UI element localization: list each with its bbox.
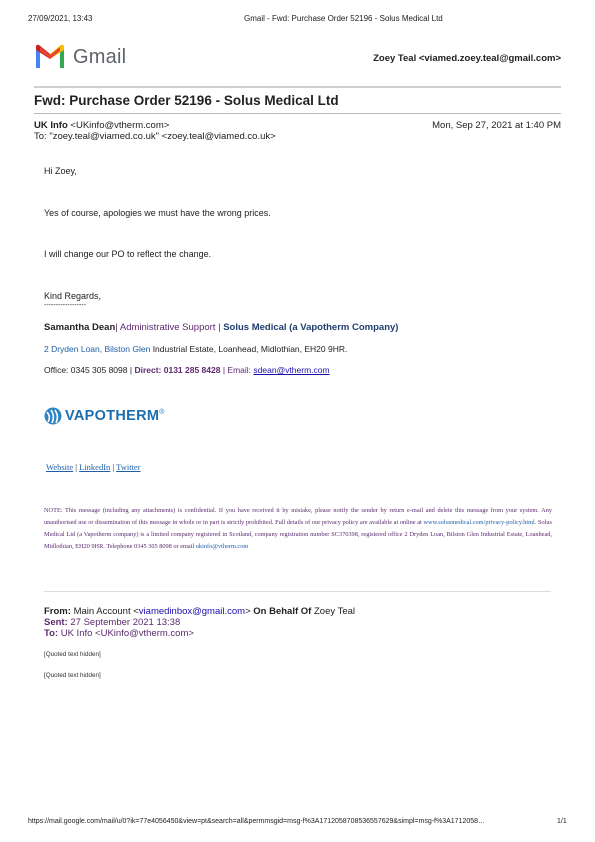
twitter-link[interactable]: Twitter <box>116 462 141 472</box>
quoted-text-hidden-2[interactable]: [Quoted text hidden] <box>44 672 101 679</box>
body-line-2: I will change our PO to reflect the change. <box>44 249 212 259</box>
address-link[interactable]: 2 Dryden Loan, Bilston Glen <box>44 344 151 354</box>
linkedin-link[interactable]: LinkedIn <box>79 462 111 472</box>
notice-text-1: NOTE: This message (including any attachments) is confidential. If you have received it by mistake, please notify the sender by return e-mail and delete this message from your system. Any unauthorised use or dissemination of this message in whole or in part is strictly prohibited. Full details of our privacy policy are available at online at <box>44 507 552 526</box>
office-phone: Office: 0345 305 8098 | <box>44 365 133 375</box>
print-title: Gmail - Fwd: Purchase Order 52196 - Solus Medical Ltd <box>244 14 443 23</box>
fwd-sent-label: Sent: <box>44 617 68 628</box>
fwd-to-link[interactable]: UKinfo@vtherm.com <box>100 628 189 639</box>
legal-notice <box>44 505 552 553</box>
social-separator-2: | <box>112 462 115 472</box>
signature-address <box>44 344 347 354</box>
fwd-behalf-label: On Behalf Of <box>253 606 312 617</box>
signature-name: Samantha Dean <box>44 322 116 333</box>
fwd-from-label: From: <box>44 606 71 617</box>
signature-phones <box>44 365 330 375</box>
email-date: Mon, Sep 27, 2021 at 1:40 PM <box>432 120 561 131</box>
signature-email-link[interactable]: sdean@vtherm.com <box>253 365 330 375</box>
fwd-from-value: Main Account < <box>73 606 139 617</box>
notice-text-2: . Solus Medical Ltd (a Vapotherm company) is a limited company registered in Scotland, company registration number SC370398, registered office 2 Dryden Loan, Bilston Glen Industrial Estate, Loanhead, Midlothian, EH20 9HR. Telephone 0345 305 8098 or email <box>44 519 552 550</box>
direct-phone: Direct: 0131 285 8428 <box>134 365 221 375</box>
vapotherm-name: VAPOTHERM <box>65 408 160 424</box>
sender-line <box>34 120 169 131</box>
email-subject: Fwd: Purchase Order 52196 - Solus Medical Ltd <box>34 93 339 108</box>
address-rest: Industrial Estate, Loanhead, Midlothian, EH20 9HR. <box>152 344 348 354</box>
fwd-to-value: UK Info < <box>60 628 101 639</box>
to-label: To: <box>34 131 47 142</box>
greeting: Hi Zoey, <box>44 166 77 176</box>
fwd-sent-line <box>44 617 180 628</box>
print-datetime: 27/09/2021, 13:43 <box>28 14 93 23</box>
closing: Kind Regards, <box>44 291 102 301</box>
fwd-to-label: To: <box>44 628 59 639</box>
trademark-symbol: ® <box>159 409 165 417</box>
signature-company: Solus Medical (a Vapotherm Company) <box>223 322 399 333</box>
print-url: https://mail.google.com/mail/u/0?ik=77e4056450&view=pt&search=all&permmsgid=msg-f%3A1712058708536557629&simpl=msg-f%3A1712058… <box>28 818 486 825</box>
website-link[interactable]: Website <box>46 462 74 472</box>
fwd-from-line <box>44 606 355 617</box>
social-separator-1: | <box>75 462 77 472</box>
fwd-to-end: > <box>188 628 194 639</box>
fwd-from-end: > <box>245 606 251 617</box>
body-line-1: Yes of course, apologies we must have the wrong prices. <box>44 208 271 218</box>
forward-divider <box>44 591 551 592</box>
sender-address: <UKinfo@vtherm.com> <box>70 120 170 131</box>
fwd-from-link[interactable]: viamedinbox@gmail.com <box>138 606 246 617</box>
account-email: Zoey Teal <viamed.zoey.teal@gmail.com> <box>373 53 561 64</box>
signature-separator: ------------------ <box>44 302 86 309</box>
fwd-behalf-value: Zoey Teal <box>313 606 355 617</box>
signature-name-line <box>44 322 398 333</box>
social-links <box>46 462 141 472</box>
ukinfo-email-link[interactable]: ukinfo@vtherm.com <box>195 543 249 550</box>
privacy-policy-link[interactable]: www.solusmedical.com/privacy-policy.html <box>423 519 535 526</box>
gmail-logo-icon[interactable] <box>34 44 66 73</box>
email-label: | Email: <box>222 365 252 375</box>
recipient-line <box>34 131 276 142</box>
vapotherm-swirl-icon <box>44 407 62 430</box>
fwd-to-line <box>44 628 194 639</box>
signature-role: | Administrative Support | <box>115 322 221 333</box>
print-page-number: 1/1 <box>557 818 567 825</box>
quoted-text-hidden-1[interactable]: [Quoted text hidden] <box>44 651 101 658</box>
gmail-logo-text: Gmail <box>73 46 127 68</box>
sender-name: UK Info <box>34 120 68 131</box>
fwd-sent-value: 27 September 2021 13:38 <box>70 617 181 628</box>
to-value: "zoey.teal@viamed.co.uk" <zoey.teal@viamed.co.uk> <box>49 131 276 142</box>
subject-divider <box>34 113 561 114</box>
vapotherm-logo-text <box>65 408 165 424</box>
header-divider <box>34 86 561 88</box>
